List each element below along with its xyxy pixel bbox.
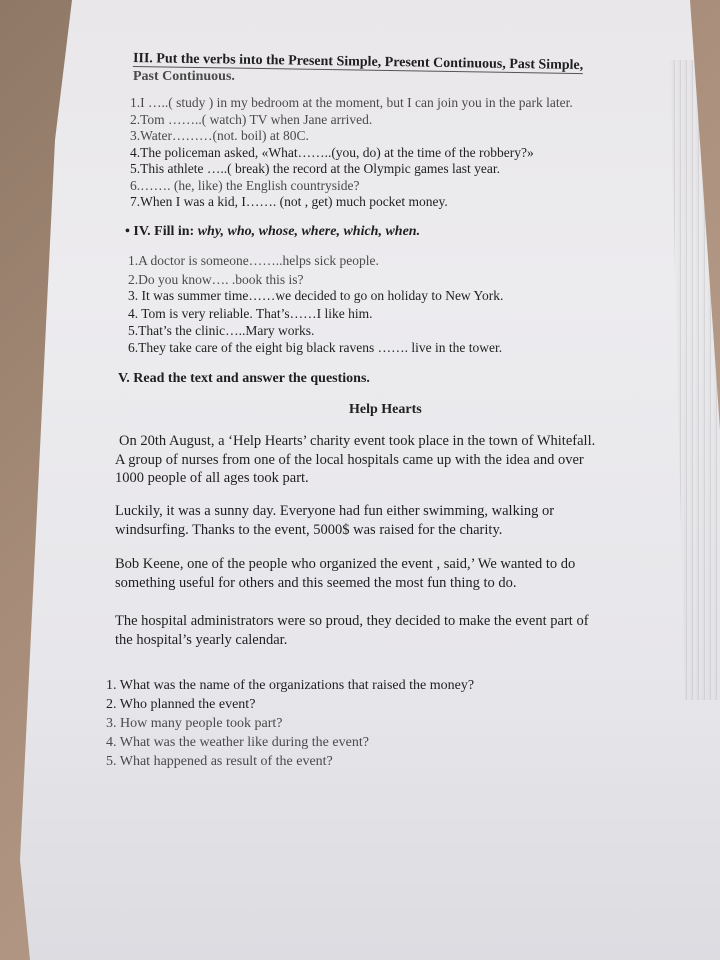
question-item: 5. What happened as result of the event? bbox=[106, 754, 333, 769]
exercise-item: 5.This athlete …..( break) the record at the Olympic games last year. bbox=[130, 161, 500, 176]
exercise-item: 3. It was summer time……we decided to go on holiday to New York. bbox=[128, 288, 504, 303]
section4-heading-label: IV. Fill in: bbox=[133, 224, 195, 239]
bullet-mark: • bbox=[125, 224, 134, 239]
question-item: 1. What was the name of the organizations that raised the money? bbox=[106, 678, 475, 693]
section3-heading-line1: III. Put the verbs into the Present Simple, Present Continuous, Past Simple, bbox=[132, 51, 584, 74]
paragraph-line: windsurfing. Thanks to the event, 5000$ was raised for the charity. bbox=[115, 521, 503, 538]
paragraph-line: 1000 people of all ages took part. bbox=[115, 470, 309, 486]
section4-word-list: why, who, whose, where, which, when. bbox=[197, 224, 421, 239]
exercise-item: 1.I …..( study ) in my bedroom at the moment, but I can join you in the park later. bbox=[130, 95, 573, 110]
exercise-item: 2.Tom ……..( watch) TV when Jane arrived. bbox=[130, 111, 373, 127]
paragraph-line: something useful for others and this seemed the most fun thing to do. bbox=[115, 574, 517, 591]
section4-heading bbox=[125, 225, 420, 239]
exercise-item: 2.Do you know…. .book this is? bbox=[128, 272, 304, 287]
paragraph-line: On 20th August, a ‘Help Hearts’ charity event took place in the town of Whitefall. bbox=[119, 433, 596, 449]
question-item: 2. Who planned the event? bbox=[106, 697, 256, 712]
exercise-item: 7.When I was a kid, I……. (not , get) much pocket money. bbox=[130, 194, 448, 209]
question-item: 4. What was the weather like during the event? bbox=[106, 735, 369, 750]
paragraph-line: Luckily, it was a sunny day. Everyone had fun either swimming, walking or bbox=[115, 503, 555, 519]
paragraph-line: the hospital’s yearly calendar. bbox=[115, 631, 288, 648]
exercise-item: 1.A doctor is someone……..helps sick people. bbox=[128, 253, 379, 268]
section3-heading-line2: Past Continuous. bbox=[133, 69, 235, 84]
paragraph-line: A group of nurses from one of the local hospitals came up with the idea and over bbox=[115, 451, 584, 468]
exercise-item: 6.……. (he, like) the English countryside? bbox=[130, 177, 360, 193]
exercise-item: 5.That’s the clinic…..Mary works. bbox=[128, 323, 315, 338]
question-item: 3. How many people took part? bbox=[106, 716, 283, 731]
exercise-item: 3.Water………(not. boil) at 80C. bbox=[130, 128, 309, 143]
text-title: Help Hearts bbox=[349, 402, 422, 417]
exercise-item: 6.They take care of the eight big black ravens ……. live in the tower. bbox=[128, 340, 503, 355]
exercise-item: 4.The policeman asked, «What……..(you, do) at the time of the robbery?» bbox=[130, 144, 534, 160]
exercise-item: 4. Tom is very reliable. That’s……I like him. bbox=[128, 306, 373, 321]
paragraph-line: Bob Keene, one of the people who organized the event , said,’ We wanted to do bbox=[115, 556, 576, 572]
section5-heading: V. Read the text and answer the questions. bbox=[118, 371, 370, 386]
paragraph-line: The hospital administrators were so proud, they decided to make the event part of bbox=[115, 613, 589, 629]
